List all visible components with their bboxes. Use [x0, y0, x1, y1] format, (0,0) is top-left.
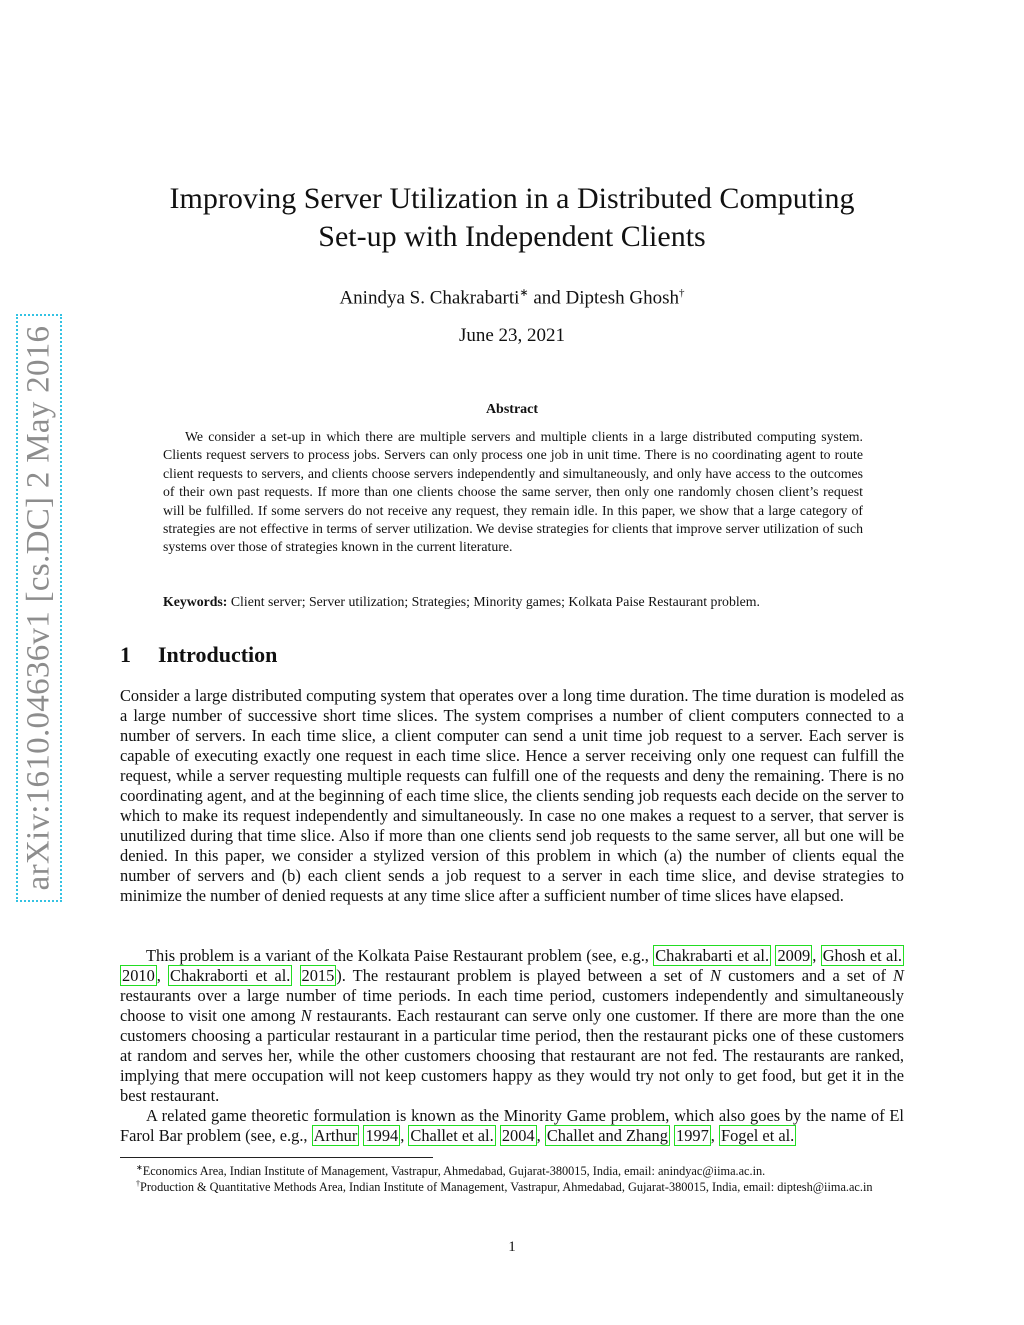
body-paragraph	[120, 1106, 904, 1146]
footnote-mark: ∗	[136, 1163, 143, 1172]
footnote-marker[interactable]: ∗	[519, 287, 529, 299]
author-name: Anindya S. Chakrabarti	[339, 287, 520, 309]
citation-year-link[interactable]: 1994	[365, 1126, 399, 1145]
citation-link[interactable]: Challet et al.	[410, 1126, 494, 1145]
keywords-text: Client server; Server utilization; Strategies; Minority games; Kolkata Paise Restaurant problem.	[227, 594, 760, 609]
citation-link[interactable]: Ghosh et al.	[822, 946, 902, 965]
arxiv-identifier-text: arXiv:1610.04636v1 [cs.DC] 2 May 2016	[20, 325, 57, 891]
paragraph-text: ,	[812, 946, 821, 965]
title-line-2: Set-up with Independent Clients	[318, 220, 706, 253]
paragraph-text: ,	[156, 966, 169, 985]
footnote-marker[interactable]: †	[679, 287, 685, 299]
citation-year-link[interactable]: 2009	[777, 946, 811, 965]
paragraph-text: ,	[400, 1126, 409, 1145]
paragraph-text: This problem is a variant of the Kolkata Paise Restaurant problem (see, e.g.,	[146, 946, 654, 965]
author-conjunction: and	[528, 287, 566, 309]
citation-link[interactable]: Fogel et al.	[720, 1126, 795, 1145]
paragraph-text: ,	[710, 1126, 719, 1145]
body-paragraph: Consider a large distributed computing system that operates over a long time duration. The time duration is modeled as a large number of successive short time slices. The system comprises a number of client computers connected to a number of servers. In each time slice, a client computer can send a unit time job request to a server. Each server is capable of executing exactly one request in each time slice. Hence a server receiving only one request can fulfill the request, while a server requesting multiple requests can fulfill one of the requests and deny the remaining. There is no coordinating agent, and at the beginning of each time slice, the clients sending job requests each decide on the server to which to make its request independently and simultaneously. In case no one makes a request to a server, that server is unutilized during that time slice. Also if more than one clients send job requests to the same server, all but one will be denied. In this paper, we consider a stylized version of this problem in which (a) the number of clients equal the number of servers and (b) each client sends a job request to a server in each time slice, and devise strategies to minimize the number of denied requests at any time slice after a sufficient number of time slices have elapsed.	[120, 686, 904, 905]
citation-link[interactable]: Arthur	[313, 1126, 358, 1145]
author-list	[120, 286, 904, 309]
abstract-heading: Abstract	[485, 402, 539, 417]
paragraph-text	[292, 966, 299, 985]
citation-link[interactable]: Challet and Zhang	[546, 1126, 668, 1145]
footnote-2	[120, 1176, 904, 1195]
arxiv-identifier-link[interactable]	[16, 314, 62, 902]
abstract-body: We consider a set-up in which there are multiple servers and multiple clients in a large distributed computing system. Clients request servers to process jobs. Servers can only process one job in unit time. There is no coordinating agent to route client requests to servers, and clients choose servers independently and simultaneously, and only have access to the outcomes of their own past requests. If more than one clients choose the same server, then only one randomly chosen client’s request will be fulfilled. If some servers do not receive any request, they remain idle. In this paper, we show that a large category of strategies are not effective in terms of server utilization. We devise strategies for clients that improve server utilization of such systems over those of strategies known in the current literature.	[163, 429, 863, 555]
title-line-1: Improving Server Utilization in a Distributed Computing	[169, 182, 855, 215]
paragraph-text: customers and a set of	[720, 966, 894, 985]
citation-link[interactable]: Chakrabarti et al.	[655, 946, 770, 965]
author-name: Diptesh Ghosh	[565, 287, 680, 309]
paper-date: June 23, 2021	[458, 325, 566, 346]
paragraph-text: A related game theoretic formulation is known as the Minority Game problem, which also goes by the name of El Farol Bar problem (see, e.g.,	[120, 1106, 904, 1145]
section-heading	[120, 642, 277, 668]
body-paragraph	[120, 946, 904, 1106]
citation-year-link[interactable]: 2010	[122, 966, 155, 985]
footnote-divider	[120, 1157, 433, 1158]
section-title: Introduction	[158, 642, 278, 667]
citation-link[interactable]: Chakraborti et al.	[170, 966, 291, 985]
paragraph-text: ,	[536, 1126, 545, 1145]
footnote-text: Production & Quantitative Methods Area, Indian Institute of Management, Vastrapur, Ahmedabad, Gujarat-380015, India, email: diptesh@iima.ac.in	[140, 1180, 873, 1195]
section-number: 1	[120, 642, 131, 667]
math-symbol: N	[710, 966, 721, 985]
citation-year-link[interactable]: 2015	[301, 966, 335, 985]
keywords-line	[163, 594, 873, 610]
paper-title	[120, 180, 904, 256]
footnote-text: Economics Area, Indian Institute of Management, Vastrapur, Ahmedabad, Gujarat-380015, India, email: anindyac@iima.ac.in.	[142, 1164, 766, 1179]
page-number: 1	[508, 1239, 516, 1255]
keywords-label: Keywords:	[163, 594, 228, 609]
citation-year-link[interactable]: 1997	[676, 1126, 709, 1145]
paragraph-text: restaurants over a large number of time periods. In each time period, customers independently and simultaneously choose to visit one among	[120, 986, 904, 1025]
math-symbol: N	[893, 966, 904, 985]
math-symbol: N	[300, 1006, 312, 1025]
paragraph-text: ). The restaurant problem is played between a set of	[336, 966, 711, 985]
footnote-mark: †	[136, 1179, 140, 1188]
paragraph-text: restaurants. Each restaurant can serve only one customer. If there are more than the one customers choosing a particular restaurant in a particular time period, then the restaurant picks one of these customers at random and serves her, while the other customers choosing that restaurant are not fed. The restaurants are ranked, implying that mere occupation will not keep customers happy as they would try not only to get food, but get it in the best restaurant.	[120, 1006, 904, 1105]
citation-year-link[interactable]: 2004	[501, 1126, 535, 1145]
